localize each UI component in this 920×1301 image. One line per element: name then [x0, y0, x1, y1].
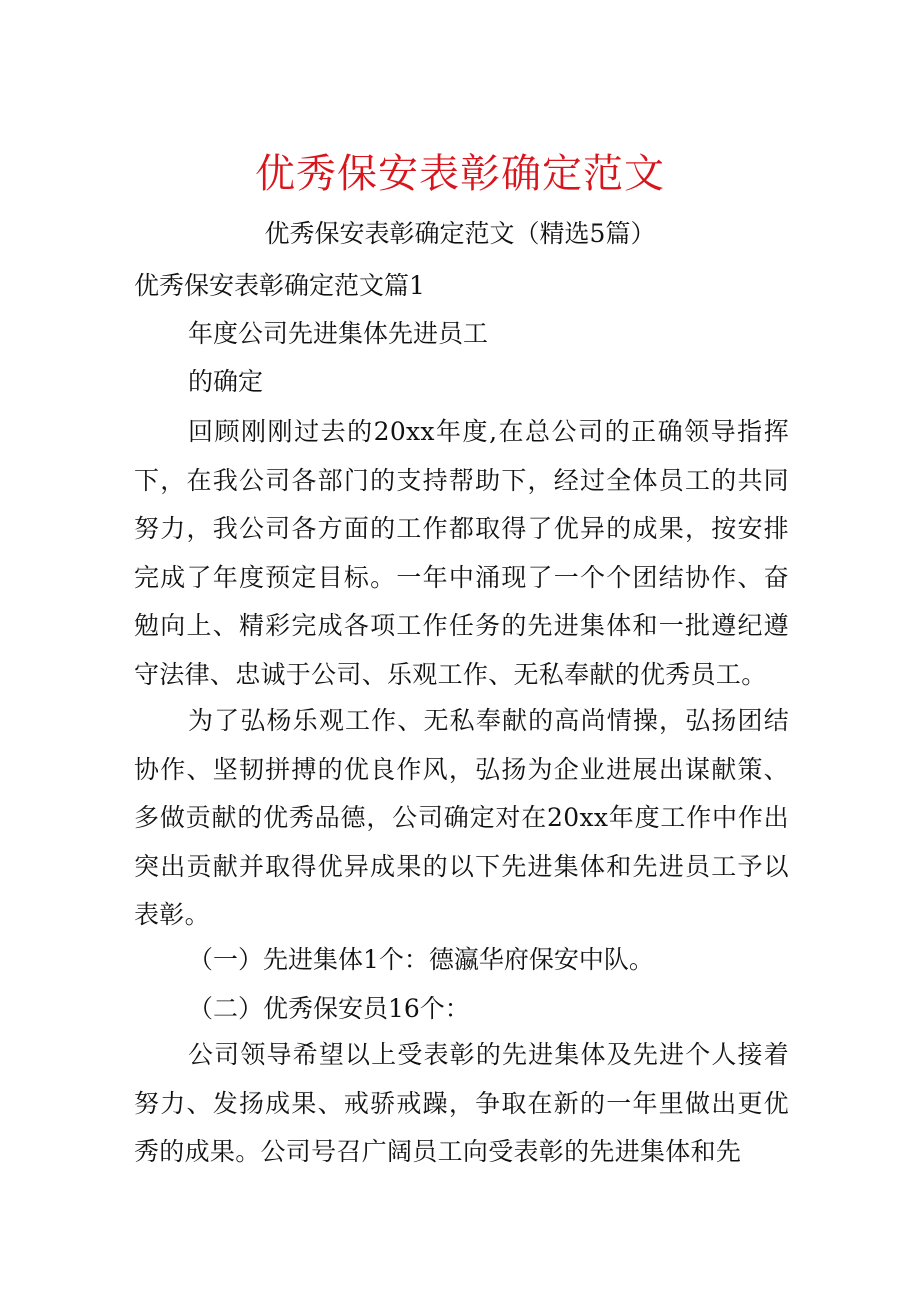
heading-line-2: 的确定: [188, 367, 264, 396]
heading-line-1: 年度公司先进集体先进员工: [188, 319, 489, 348]
paragraph-3: 公司领导希望以上受表彰的先进集体及先进个人接着努力、发扬成果、戒骄戒躁，争取在新的一年里做出更优秀的成果。公司号召广阔员工向受表彰的先进集体和先: [134, 1040, 789, 1166]
list-item-1: （一）先进集体1个：德瀛华府保安中队。: [188, 945, 654, 974]
section-heading: 优秀保安表彰确定范文篇1: [134, 271, 425, 300]
paragraph-1: 回顾刚刚过去的20xx年度,在总公司的正确领导指挥下，在我公司各部门的支持帮助下，经过全体员工的共同努力，我公司各方面的工作都取得了优异的成果，按安排完成了年度预定目标。一年中涌现了一个个团结协作、奋勉向上、精彩完成各项工作任务的先进集体和一批遵纪遵守法律、忠诚于公司、乐观工作、无私奉献的优秀员工。: [134, 417, 789, 689]
document-title: 优秀保安表彰确定范文: [255, 151, 665, 197]
list-item-2: （二）优秀保安员16个：: [188, 994, 470, 1023]
paragraph-2: 为了弘杨乐观工作、无私奉献的高尚情操，弘扬团结协作、坚韧拼搏的优良作风，弘扬为企业进展出谋献策、多做贡献的优秀品德，公司确定对在20xx年度工作中作出突出贡献并取得优异成果的以下先进集体和先进员工予以表彰。: [134, 706, 789, 929]
document-subtitle: 优秀保安表彰确定范文（精选5篇）: [264, 219, 656, 248]
